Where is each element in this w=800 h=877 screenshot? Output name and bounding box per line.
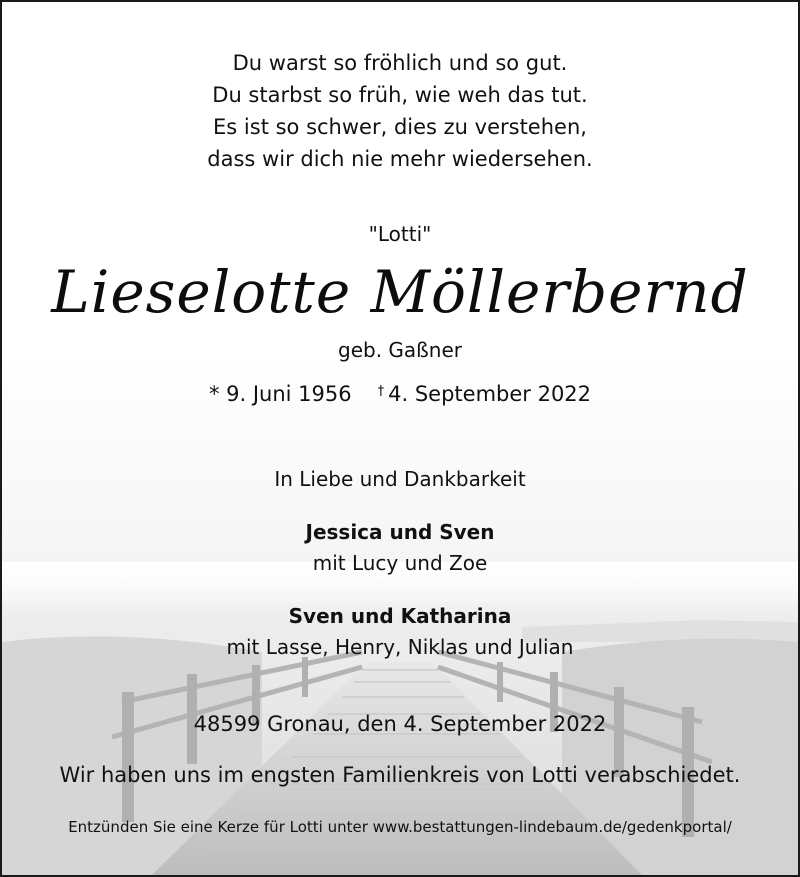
death-date: 4. September 2022 [388,382,592,406]
dedication: In Liebe und Dankbarkeit [274,467,526,491]
farewell-note: Wir haben uns im engsten Familienkreis von Lotti verabschiedet. [59,763,741,787]
life-dates [2,382,798,406]
cross-icon: † [377,384,385,399]
birth-name: geb. Gaßner [338,338,462,362]
nickname: "Lotti" [368,222,432,246]
mourner-with-1: mit Lucy und Zoe [312,551,488,575]
mourner-names-1: Jessica und Sven [305,520,495,544]
poem-line-3: Es ist so schwer, dies zu verstehen, [213,115,587,139]
poem-line-1: Du warst so fröhlich und so gut. [232,51,568,75]
deceased-name: Lieselotte Möllerbernd [51,258,749,326]
birth-date: * 9. Juni 1956 [208,382,352,406]
poem-line-4: dass wir dich nie mehr wiedersehen. [207,147,593,171]
place-date: 48599 Gronau, den 4. September 2022 [193,712,607,736]
candle-note: Entzünden Sie eine Kerze für Lotti unter www.bestattungen-lindebaum.de/gedenkportal/ [68,818,732,836]
mourner-with-2: mit Lasse, Henry, Niklas und Julian [226,635,574,659]
poem-line-2: Du starbst so früh, wie weh das tut. [212,83,588,107]
mourner-names-2: Sven und Katharina [288,604,512,628]
